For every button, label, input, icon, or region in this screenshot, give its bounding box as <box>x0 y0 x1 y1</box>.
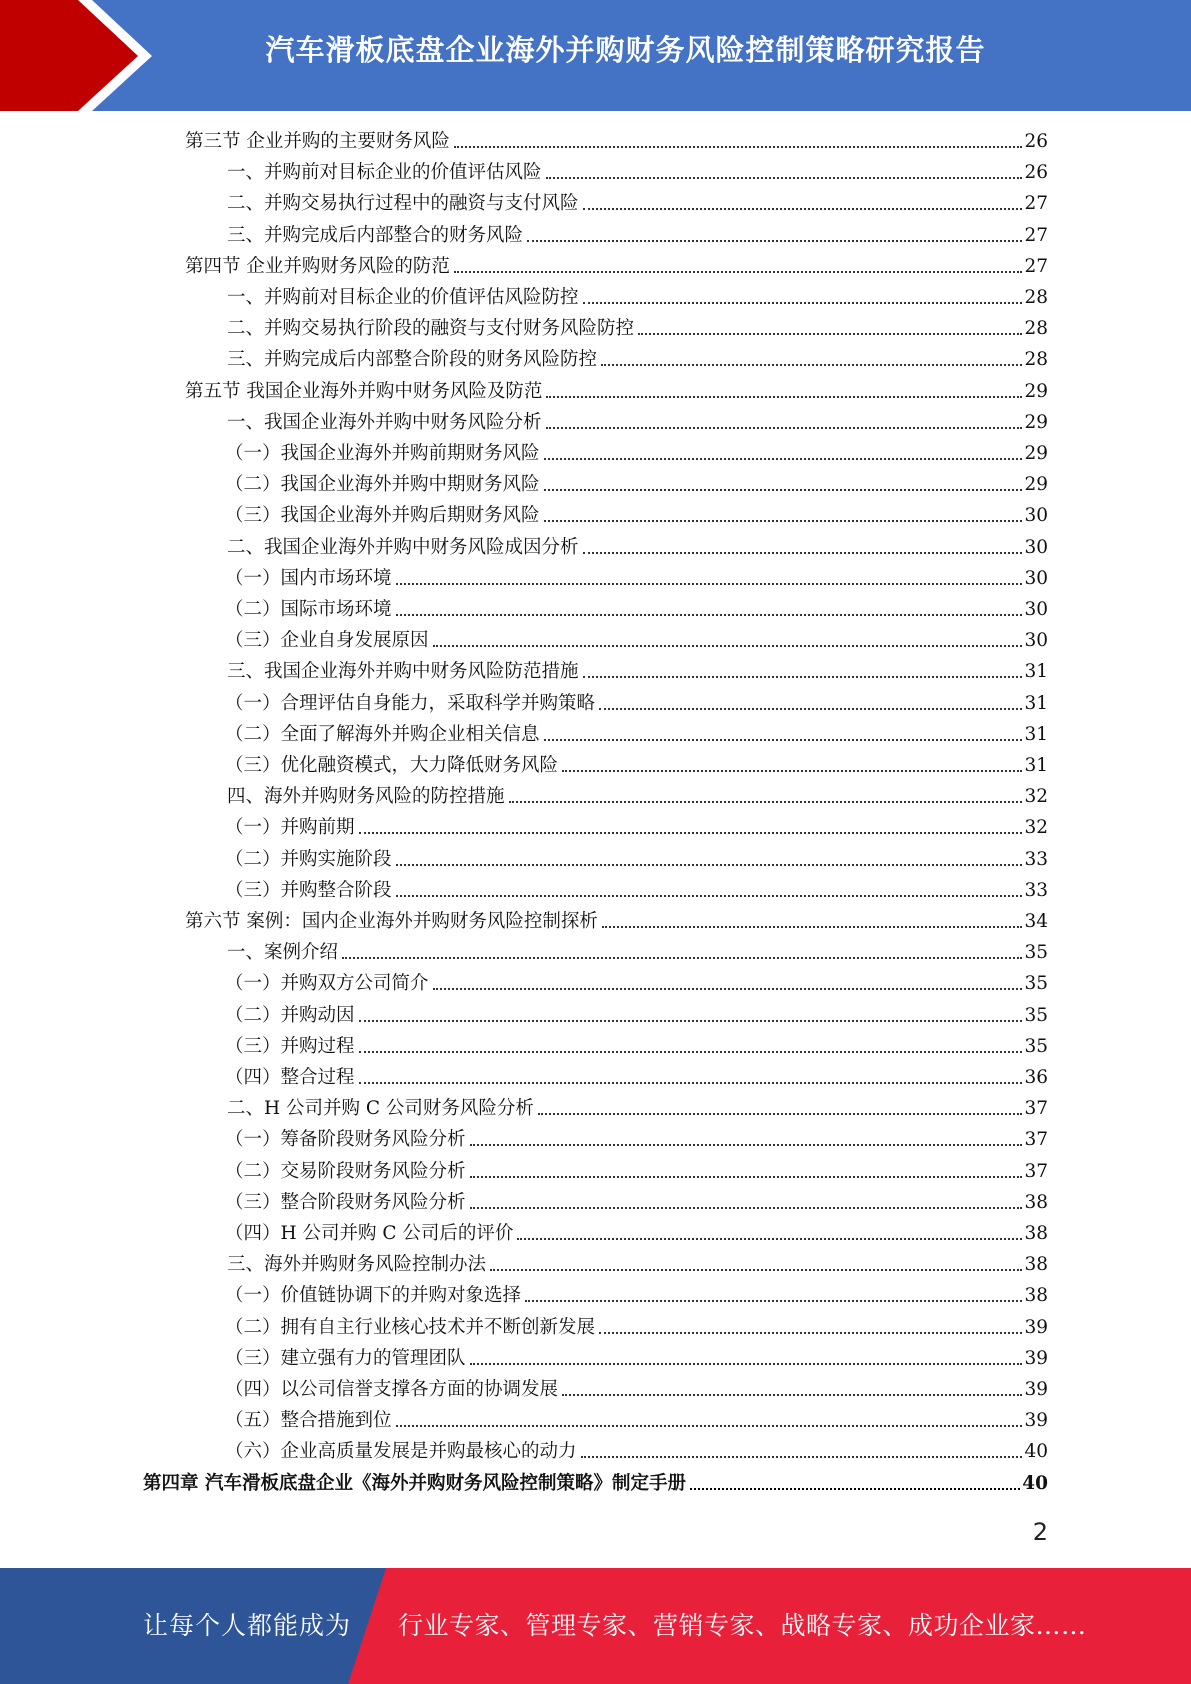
toc-entry-title: 第六节 案例：国内企业海外并购财务风险控制探析 <box>185 911 598 932</box>
toc-entry-page: 26 <box>1024 162 1048 184</box>
toc-entry-title: （一）并购前期 <box>225 817 355 839</box>
toc-entry[interactable] <box>225 1124 1048 1155</box>
toc-entry-page: 37 <box>1024 1129 1048 1151</box>
toc-entry-title: 第四章 汽车滑板底盘企业《海外并购财务风险控制策略》制定手册 <box>143 1472 686 1494</box>
toc-entry-page: 28 <box>1024 287 1048 308</box>
page-number: 2 <box>1032 1518 1048 1546</box>
toc-entry-title: （二）全面了解海外并购企业相关信息 <box>225 723 540 745</box>
toc-leader <box>359 1020 1023 1022</box>
toc-entry[interactable] <box>225 1374 1048 1405</box>
toc-entry-title: （三）整合阶段财务风险分析 <box>225 1191 466 1213</box>
toc-entry[interactable] <box>225 563 1048 594</box>
toc-entry-page: 30 <box>1024 567 1048 589</box>
toc-entry-page: 31 <box>1024 723 1048 745</box>
toc-entry-title: 一、我国企业海外并购中财务风险分析 <box>227 411 542 433</box>
toc-entry-page: 27 <box>1024 255 1048 277</box>
toc-entry-page: 38 <box>1024 1223 1048 1244</box>
toc-entry-page: 29 <box>1024 474 1048 496</box>
toc-entry-title: （一）合理评估自身能力，采取科学并购策略 <box>225 692 596 714</box>
toc-entry-page: 39 <box>1024 1410 1048 1432</box>
toc-entry-title: （一）并购双方公司简介 <box>225 973 429 995</box>
toc-entry-title: 第四节 企业并购财务风险的防范 <box>185 255 450 277</box>
toc-entry-title: （二）国际市场环境 <box>225 599 392 620</box>
toc-leader <box>470 1144 1023 1146</box>
toc-entry-title: 三、海外并购财务风险控制办法 <box>227 1254 487 1276</box>
toc-leader <box>583 208 1023 210</box>
toc-leader <box>544 458 1023 460</box>
toc-entry[interactable] <box>227 157 1048 188</box>
toc-entry-title: （六）企业高质量发展是并购最核心的动力 <box>225 1441 577 1463</box>
toc-entry[interactable] <box>225 1312 1048 1343</box>
toc-entry[interactable] <box>225 1218 1048 1249</box>
toc-entry-title: （三）我国企业海外并购后期财务风险 <box>225 505 540 527</box>
toc-leader <box>583 676 1023 678</box>
toc-entry[interactable] <box>185 376 1048 407</box>
toc-entry-page: 34 <box>1024 911 1048 932</box>
toc-entry[interactable] <box>225 844 1048 875</box>
toc-entry-page: 30 <box>1024 630 1048 652</box>
toc-entry-page: 29 <box>1024 443 1048 464</box>
toc-entry[interactable] <box>227 656 1048 687</box>
toc-entry[interactable] <box>225 688 1048 719</box>
toc-entry[interactable] <box>225 1436 1048 1467</box>
toc-entry-page: 30 <box>1024 505 1048 527</box>
toc-entry-page: 30 <box>1024 536 1048 558</box>
toc-entry-title: 三、并购完成后内部整合的财务风险 <box>227 224 524 246</box>
toc-leader <box>454 146 1023 148</box>
toc-entry-page: 39 <box>1024 1316 1048 1338</box>
toc-entry[interactable] <box>225 1187 1048 1218</box>
toc-entry-title: （五）整合措施到位 <box>225 1410 392 1432</box>
toc-entry[interactable] <box>227 344 1048 375</box>
toc-entry-page: 35 <box>1024 1035 1048 1057</box>
toc-entry-page: 27 <box>1024 193 1048 215</box>
toc-entry[interactable] <box>225 594 1048 625</box>
toc-entry-page: 33 <box>1024 879 1048 901</box>
toc-leader <box>581 1456 1023 1458</box>
toc-entry-title: 一、案例介绍 <box>227 942 339 964</box>
toc-leader <box>396 895 1023 897</box>
toc-leader <box>544 739 1023 741</box>
toc-leader <box>583 302 1023 304</box>
toc-leader <box>527 240 1022 242</box>
toc-entry-page: 38 <box>1024 1285 1048 1307</box>
toc-entry[interactable] <box>225 812 1048 843</box>
toc-entry[interactable] <box>225 750 1048 781</box>
toc-entry-page: 29 <box>1024 411 1048 433</box>
toc-entry[interactable] <box>225 968 1048 999</box>
toc-leader <box>342 957 1022 959</box>
toc-entry[interactable] <box>185 251 1048 282</box>
toc-entry-title: （三）企业自身发展原因 <box>225 630 429 652</box>
toc-chapter-entry[interactable] <box>143 1468 1048 1499</box>
toc-leader <box>546 427 1023 429</box>
toc-entry[interactable] <box>225 1031 1048 1062</box>
toc-entry-title: （三）优化融资模式，大力降低财务风险 <box>225 755 559 776</box>
toc-entry[interactable] <box>227 220 1048 251</box>
toc-entry-title: （一）国内市场环境 <box>225 567 392 589</box>
toc-entry-title: 三、并购完成后内部整合阶段的财务风险防控 <box>227 349 598 371</box>
toc-entry-page: 31 <box>1024 755 1048 776</box>
toc-entry[interactable] <box>227 313 1048 344</box>
toc-entry-title: 四、海外并购财务风险的防控措施 <box>227 786 505 808</box>
toc-leader <box>602 926 1023 928</box>
toc-entry-title: （二）拥有自主行业核心技术并不断创新发展 <box>225 1316 596 1338</box>
toc-entry-page: 37 <box>1024 1160 1048 1182</box>
toc-entry-page: 28 <box>1024 318 1048 340</box>
toc-leader <box>396 614 1023 616</box>
toc-leader <box>470 1176 1023 1178</box>
toc-entry[interactable] <box>225 875 1048 906</box>
toc-entry[interactable] <box>227 188 1048 219</box>
toc-entry-title: （二）交易阶段财务风险分析 <box>225 1160 466 1182</box>
toc-entry-page: 29 <box>1024 380 1048 402</box>
toc-entry-page: 26 <box>1024 131 1048 152</box>
toc-entry-page: 37 <box>1024 1098 1048 1120</box>
toc-leader <box>359 1051 1023 1053</box>
toc-leader <box>562 770 1022 772</box>
toc-entry-page: 35 <box>1024 1004 1048 1026</box>
toc-entry[interactable] <box>225 438 1048 469</box>
toc-leader <box>517 1238 1022 1240</box>
toc-entry-page: 32 <box>1024 817 1048 839</box>
toc-entry[interactable] <box>225 500 1048 531</box>
toc-entry-page: 35 <box>1024 942 1048 964</box>
toc-entry-title: （三）并购过程 <box>225 1035 355 1057</box>
toc-entry[interactable] <box>227 937 1048 968</box>
toc-entry-title: （三）并购整合阶段 <box>225 879 392 901</box>
toc-entry-title: 二、H 公司并购 C 公司财务风险分析 <box>227 1098 534 1120</box>
toc-entry-title: 一、并购前对目标企业的价值评估风险 <box>227 162 542 184</box>
toc-entry-title: 二、并购交易执行过程中的融资与支付风险 <box>227 193 579 215</box>
toc-entry[interactable] <box>227 282 1048 313</box>
toc-leader <box>490 1269 1022 1271</box>
toc-entry[interactable] <box>227 781 1048 812</box>
toc-leader <box>583 552 1023 554</box>
toc-entry[interactable] <box>225 1405 1048 1436</box>
toc-entry[interactable] <box>225 719 1048 750</box>
toc-leader <box>359 832 1023 834</box>
toc-entry-page: 36 <box>1024 1067 1048 1088</box>
toc-entry[interactable] <box>227 407 1048 438</box>
toc-leader <box>546 177 1023 179</box>
toc-entry-title: 二、我国企业海外并购中财务风险成因分析 <box>227 536 579 558</box>
toc-entry-title: 二、并购交易执行阶段的融资与支付财务风险防控 <box>227 318 635 340</box>
toc-leader <box>562 1394 1022 1396</box>
toc-entry-title: 三、我国企业海外并购中财务风险防范措施 <box>227 661 579 683</box>
toc-entry[interactable] <box>225 1280 1048 1311</box>
toc-leader <box>470 1207 1023 1209</box>
toc-entry[interactable] <box>227 1249 1048 1280</box>
toc-leader <box>599 708 1022 710</box>
toc-entry-page: 33 <box>1024 848 1048 870</box>
toc-entry[interactable] <box>225 1062 1048 1093</box>
toc-entry[interactable] <box>227 532 1048 563</box>
toc-entry-title: 第三节 企业并购的主要财务风险 <box>185 131 450 152</box>
toc-entry-title: （四）整合过程 <box>225 1067 355 1088</box>
toc-leader <box>433 645 1023 647</box>
toc-leader <box>638 333 1022 335</box>
toc-entry[interactable] <box>225 1156 1048 1187</box>
toc-entry-page: 32 <box>1024 786 1048 808</box>
toc-leader <box>433 988 1023 990</box>
toc-entry-title: （四）H 公司并购 C 公司后的评价 <box>225 1223 514 1244</box>
toc-leader <box>396 864 1023 866</box>
toc-entry-page: 39 <box>1024 1347 1048 1369</box>
toc-entry-title: 第五节 我国企业海外并购中财务风险及防范 <box>185 380 543 402</box>
toc-leader <box>544 520 1023 522</box>
toc-entry[interactable] <box>185 906 1048 937</box>
toc-entry-title: （二）并购实施阶段 <box>225 848 392 870</box>
toc-entry[interactable] <box>185 126 1048 157</box>
toc-entry-page: 30 <box>1024 599 1048 620</box>
toc-entry-title: （一）我国企业海外并购前期财务风险 <box>225 443 540 464</box>
toc-entry-page: 27 <box>1024 224 1048 246</box>
report-title: 汽车滑板底盘企业海外并购财务风险控制策略研究报告 <box>265 33 986 67</box>
toc-entry-page: 31 <box>1024 692 1048 714</box>
toc-entry-title: （一）价值链协调下的并购对象选择 <box>225 1285 522 1307</box>
toc-entry-page: 38 <box>1024 1254 1048 1276</box>
toc-entry[interactable] <box>225 625 1048 656</box>
toc-leader <box>454 271 1023 273</box>
toc-leader <box>601 364 1022 366</box>
toc-entry-title: （二）并购动因 <box>225 1004 355 1026</box>
toc-entry[interactable] <box>225 1343 1048 1374</box>
toc-entry-page: 35 <box>1024 973 1048 995</box>
footer-banner <box>0 1568 1191 1684</box>
toc-entry[interactable] <box>225 469 1048 500</box>
toc-leader <box>396 583 1023 585</box>
toc-leader <box>599 1332 1022 1334</box>
toc-leader <box>546 396 1022 398</box>
toc-entry-title: 一、并购前对目标企业的价值评估风险防控 <box>227 287 579 308</box>
toc-leader <box>396 1425 1023 1427</box>
toc-entry-title: （二）我国企业海外并购中期财务风险 <box>225 474 540 496</box>
toc-leader <box>544 489 1023 491</box>
toc-entry-page: 40 <box>1024 1441 1048 1463</box>
toc-entry-title: （四）以公司信誉支撑各方面的协调发展 <box>225 1379 559 1400</box>
footer-slogan-left: 让每个人都能成为 <box>143 1611 352 1640</box>
footer-slogan-right: 行业专家、管理专家、营销专家、战略专家、成功企业家…… <box>398 1611 1087 1640</box>
toc-entry-page: 39 <box>1024 1379 1048 1400</box>
toc-leader <box>690 1488 1020 1490</box>
toc-leader <box>525 1300 1022 1302</box>
toc-leader <box>359 1082 1023 1084</box>
toc-entry[interactable] <box>227 1093 1048 1124</box>
toc-entry-title: （一）筹备阶段财务风险分析 <box>225 1129 466 1151</box>
toc-leader <box>538 1113 1023 1115</box>
header-banner <box>0 0 1191 111</box>
toc-entry-page: 28 <box>1024 349 1048 371</box>
toc-leader <box>509 801 1023 803</box>
toc-entry-page: 40 <box>1022 1472 1048 1494</box>
toc-entry-page: 31 <box>1024 661 1048 683</box>
toc-entry[interactable] <box>225 1000 1048 1031</box>
toc-entry-title: （三）建立强有力的管理团队 <box>225 1347 466 1369</box>
toc-leader <box>470 1363 1023 1365</box>
toc-entry-page: 38 <box>1024 1191 1048 1213</box>
